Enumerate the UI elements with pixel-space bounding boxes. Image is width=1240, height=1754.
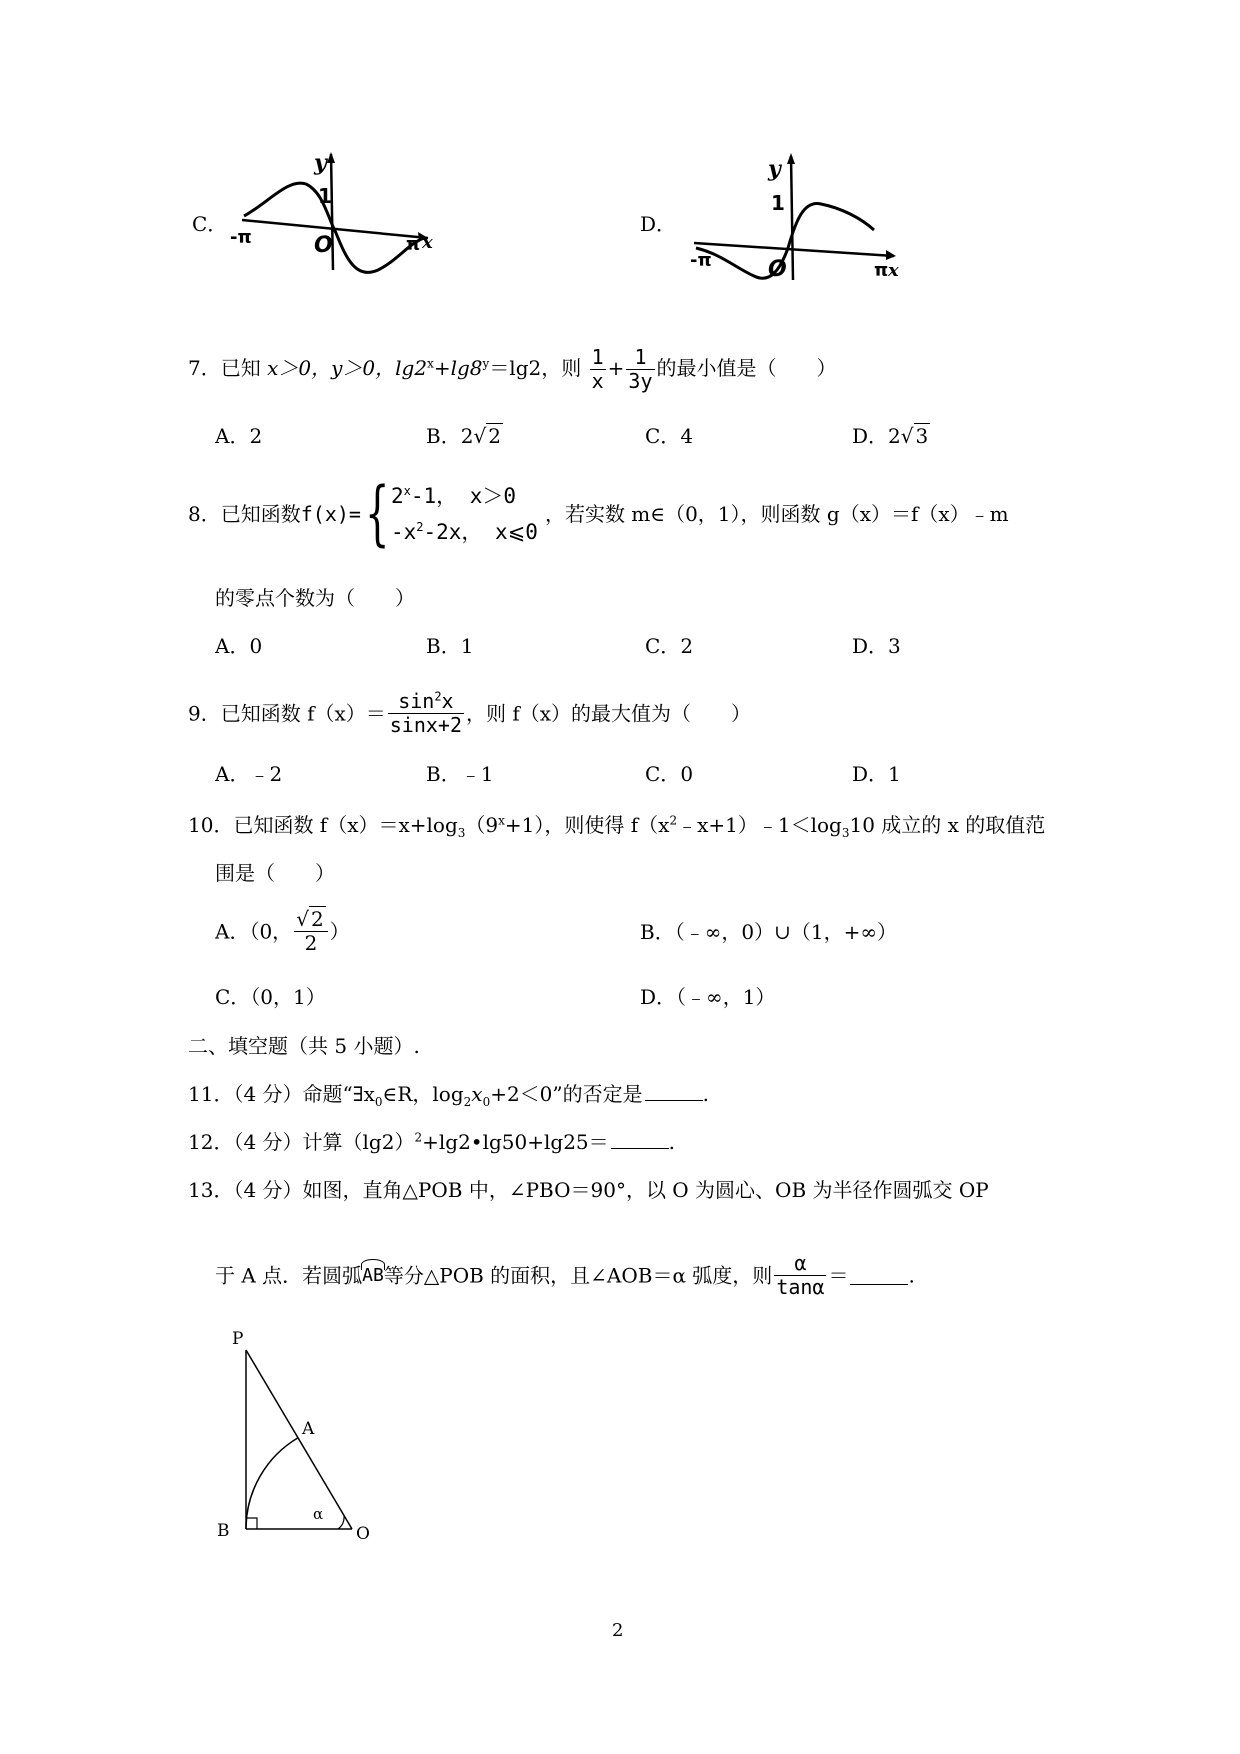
q8-piecewise [364,472,541,554]
q9-option-b-text: ﹣1 [460,762,494,786]
graph-d-y-arrow [787,153,795,164]
graph-c [228,148,438,288]
graph-d-x-axis [694,243,894,256]
q7-number: 7．已知 [188,356,268,380]
question-11 [188,1082,709,1109]
q10-option-a-sqrt: √ 2 [296,907,324,931]
q10-part-1: 10．已知函数 f（x）＝x+log [188,813,458,837]
q8-case1-sup: x [403,484,411,498]
q10-option-a [215,908,350,955]
q8-option-b [426,634,473,658]
graph-d-x-arrow [886,250,896,260]
q13-part-a: 于 A 点．若圆弧 [215,1263,363,1288]
q10-sub-3b: 3 [841,826,850,840]
q8-case2-base: -x [390,520,417,544]
angle-alpha-mark [338,1516,344,1529]
arc-ab [246,1438,299,1530]
q7-fraction-1 [590,346,606,393]
q11-sub-0b: 0 [482,1095,491,1109]
q10-option-c [215,985,326,1009]
q10-part-3: +1），则使得 f（x [504,813,670,837]
q7-option-c-text: 4 [680,424,694,448]
graph-d-neg-pi-label: -π [690,250,712,271]
label-p: P [232,1329,244,1349]
question-8 [188,472,1009,554]
question-10 [188,813,1046,840]
q7-f1-den: x [591,369,604,393]
q10-option-a-fraction [294,908,327,955]
page-number: 2 [612,1620,624,1641]
q8-number: 8．已知函数 [188,502,301,526]
q9-number: 9．已知函数 f（x）＝ [188,701,386,726]
q8-option-d-text: 3 [888,634,901,658]
q11-part-a: 11．（4 分）命题“∃x [188,1082,375,1106]
q7-option-d-label: D． [852,424,889,448]
q7-f2-num: 1 [626,346,654,370]
q13-arc-ab: AB [362,1264,384,1286]
q7-stem-d: ＝lg2，则 [489,356,582,380]
q7-f2-den: 3y [628,369,653,393]
q8-option-b-text: 1 [460,634,474,658]
q11-answer-blank[interactable] [645,1082,703,1101]
q8-option-d [852,634,901,658]
option-d-label: D． [640,212,677,236]
q10-option-d-label: D． [640,985,677,1009]
graph-c-pi-label: π [406,234,421,255]
q7-option-a-text: 2 [249,424,263,448]
q8-case1-rest: -1， x＞0 [410,484,517,508]
graph-d-y-axis [791,156,793,280]
q13-part-c: ＝ [828,1263,849,1288]
q8-case2-rest: -2x， x⩽0 [423,520,538,544]
q13-line-1: 13．（4 分）如图，直角△POB 中，∠PBO＝90°，以 O 为圆心、OB 为半径作圆弧交 OP [188,1178,989,1202]
q8-option-a [215,634,262,658]
q10-option-d-text: （﹣∞，1） [676,985,776,1009]
q7-stem-c: +lg8 [433,356,483,380]
graph-d-one-label: 1 [771,191,785,215]
question-12 [188,1130,675,1154]
q10-sub-3: 3 [457,826,466,840]
q10-option-a-den: 2 [304,931,318,955]
q10-line-2: 围是（ ） [215,861,335,885]
label-alpha: α [313,1505,324,1523]
q9-fraction [388,690,464,737]
triangle-figure [210,1318,390,1548]
q10-part-2: （9 [465,813,499,837]
question-7 [188,346,837,393]
q9-option-c-label: C． [645,762,681,786]
graph-c-y-label: y [314,150,327,176]
q8-option-b-label: B． [426,634,461,658]
q7-sup-y: y [482,356,490,371]
q13-fraction [774,1252,826,1299]
q9-frac-den: sinx+2 [389,713,463,737]
q7-option-b [426,424,503,448]
q10-option-a-pre: （0， [249,919,293,944]
q9-option-c [645,762,693,786]
q10-option-b-label: B． [640,920,675,944]
q9-option-c-text: 0 [680,762,694,786]
q13-answer-blank[interactable] [850,1266,908,1285]
option-c-label: C． [192,212,228,236]
q9-option-d-label: D． [852,762,889,786]
q7-stem-a: x＞0，y＞0， [267,356,396,380]
q13-end: . [908,1263,915,1288]
q9-option-a-text: ﹣2 [249,762,283,786]
q9-option-b [426,762,493,786]
q11-end: . [702,1082,709,1106]
q10-sup-x: x [498,813,505,828]
q8-brace: { [364,472,390,554]
q7-option-b-radicand: 2 [488,424,501,448]
section-2-heading: 二、填空题（共 5 小题）. [188,1034,420,1058]
q11-sub-0: 0 [374,1095,383,1109]
q12-answer-blank[interactable] [611,1130,669,1149]
q8-option-c-label: C． [645,634,681,658]
q10-option-a-label: A． [215,919,250,944]
graph-d-y-label: y [768,156,781,182]
graph-d [676,148,906,288]
q7-option-b-label: B． [426,424,461,448]
q7-sup-x: x [427,356,434,371]
q9-frac-num [388,690,464,714]
q9-frac-num-b: x [441,689,454,713]
q10-tail: 10 成立的 x 的取值范 [849,813,1046,837]
label-o: O [356,1524,370,1544]
label-a: A [302,1419,315,1439]
q11-sub-2: 2 [463,1095,472,1109]
q8-option-c [645,634,693,658]
q9-option-a [215,762,282,786]
q8-case2-sup: 2 [416,520,424,534]
q11-part-b: ∈R，log [382,1082,464,1106]
q7-option-a [215,424,262,448]
graph-c-y-arrow [327,152,335,163]
q7-stem-b: lg2 [395,356,428,380]
q10-option-c-text: （0，1） [250,985,326,1009]
q8-option-d-label: D． [852,634,889,658]
graph-c-one-label: 1 [318,184,332,208]
q10-part-4: ﹣x+1）﹣1＜log [677,813,842,837]
q8-option-a-label: A． [215,634,250,658]
q10-option-c-label: C． [215,985,251,1009]
q13-line-2 [215,1252,915,1299]
q10-option-b [640,920,897,944]
q9-option-d-text: 1 [888,762,901,786]
q7-fraction-2 [626,346,654,393]
q11-part-d: +2＜0”的否定是 [490,1082,643,1106]
q7-tail: 的最小值是（ ） [656,356,837,380]
q7-option-c [645,424,693,448]
q7-option-d-coef: 2 [888,424,901,448]
graph-c-origin-label: O [314,233,333,258]
label-b: B [217,1521,230,1541]
graph-c-neg-pi-label: -π [230,227,252,248]
q9-tail: ，则 f（x）的最大值为（ ） [466,701,752,726]
graph-d-x-label: x [888,260,899,281]
q9-option-b-label: B． [426,762,461,786]
q9-option-a-label: A． [215,762,250,786]
q12-end: . [668,1130,676,1154]
q8-line-2: 的零点个数为（ ） [215,586,415,610]
q10-option-d [640,985,775,1009]
q7-f1-num: 1 [591,345,604,369]
q8-case1-base: 2 [390,484,404,508]
q7-plus: + [607,356,625,380]
q9-frac-num-sup: 2 [434,689,442,704]
q10-sup-2: 2 [669,813,678,828]
q8-cases [391,478,538,550]
q9-option-d [852,762,901,786]
q7-option-c-label: C． [645,424,681,448]
q13-frac-den: tanα [776,1275,825,1299]
q11-part-c: x [471,1082,483,1106]
q10-option-b-text: （﹣∞，0）∪（1，+∞） [674,920,897,944]
graph-c-x-label: x [422,232,433,253]
graph-d-pi-label: π [874,260,889,281]
q8-fx: f(x)= [300,502,361,526]
q7-option-a-label: A． [215,424,250,448]
q8-case-1 [391,478,538,514]
side-po [246,1350,352,1529]
q7-option-b-sqrt: √ 2 [473,424,501,448]
q10-option-a-num [294,908,327,932]
q8-option-c-text: 2 [680,634,694,658]
q12-part-a: 12．（4 分）计算（lg2） [188,1130,415,1154]
q7-option-d-sqrt: √ 3 [900,424,929,448]
graph-d-origin-label: O [768,257,787,282]
q8-option-a-text: 0 [249,634,263,658]
q9-frac-num-a: sin [398,689,435,713]
q10-option-a-radicand: 2 [310,907,324,931]
right-angle-mark [246,1518,257,1529]
q7-option-d-radicand: 3 [915,424,929,448]
q13-part-b: 等分△POB 的面积，且∠AOB＝α 弧度，则 [383,1263,773,1288]
q10-option-a-post: ） [329,919,350,944]
q12-part-b: +lg2•lg50+lg25＝ [422,1130,609,1154]
q8-tail: ，若实数 m∈（0，1），则函数 g（x）＝f（x）﹣m [544,502,1009,526]
q8-case-2 [391,514,538,550]
q13-frac-num: α [774,1252,826,1276]
q7-option-b-coef: 2 [460,424,474,448]
q12-sup-2: 2 [414,1130,423,1145]
question-9 [188,690,751,737]
q7-option-d [852,424,930,448]
